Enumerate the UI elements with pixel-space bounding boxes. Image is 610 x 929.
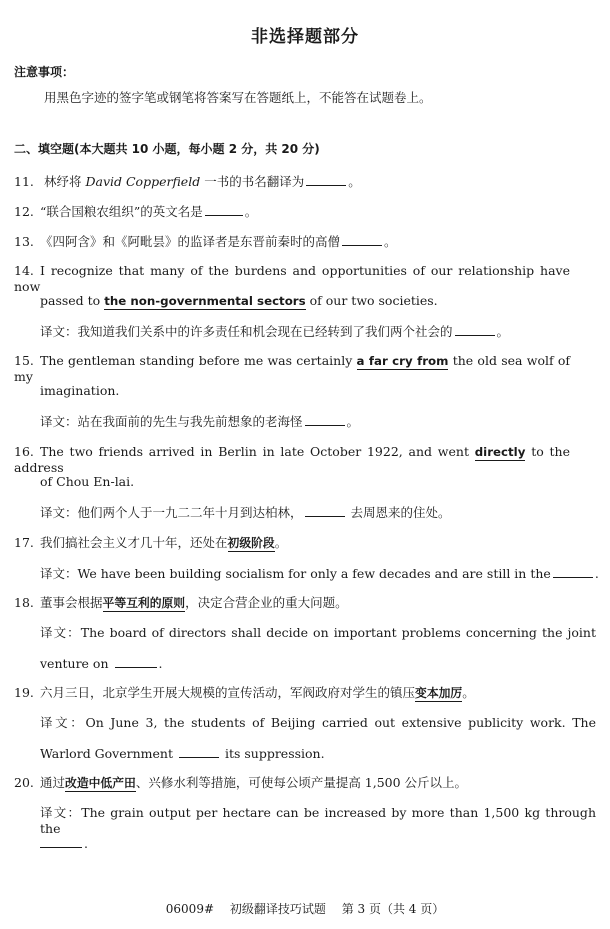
page-number: 第 3 页（共 4 页） bbox=[341, 902, 445, 916]
question-number: 14. bbox=[14, 263, 34, 278]
question-20 bbox=[14, 775, 467, 791]
answer-blank[interactable] bbox=[305, 504, 345, 517]
question-14-translation bbox=[40, 323, 509, 340]
underlined-phrase: a far cry from bbox=[356, 354, 449, 368]
question-text: passed to bbox=[40, 293, 101, 308]
underlined-phrase: directly bbox=[474, 445, 526, 459]
translation-text: 译文：站在我面前的先生与我先前想象的老海怪 bbox=[40, 414, 303, 429]
underlined-phrase: 改造中低产田 bbox=[65, 776, 136, 790]
question-text: 一书的书名翻译为 bbox=[204, 174, 305, 189]
answer-blank[interactable] bbox=[342, 233, 382, 246]
punct: 。 bbox=[244, 204, 258, 219]
translation-text: 译文：We have been building socialism for only a few decades and are still in the bbox=[40, 566, 551, 581]
section-heading: 二、填空题(本大题共 10 小题，每小题 2 分，共 20 分) bbox=[14, 142, 320, 156]
answer-blank[interactable] bbox=[455, 323, 495, 336]
question-14 bbox=[14, 263, 570, 295]
question-number: 11. bbox=[14, 174, 34, 189]
question-16 bbox=[14, 444, 570, 476]
punct: 。 bbox=[462, 685, 475, 700]
punct: 。 bbox=[348, 174, 361, 189]
punct: 。 bbox=[384, 234, 397, 249]
question-number: 17. bbox=[14, 535, 34, 550]
answer-blank[interactable] bbox=[115, 655, 157, 668]
question-15-translation bbox=[40, 413, 359, 430]
page-footer bbox=[0, 900, 610, 917]
question-13 bbox=[14, 233, 397, 250]
question-17 bbox=[14, 535, 287, 551]
question-17-translation bbox=[40, 565, 599, 582]
answer-blank[interactable] bbox=[553, 565, 593, 578]
translation-text: Warlord Government bbox=[40, 746, 173, 761]
underlined-phrase: 平等互利的原则 bbox=[102, 596, 186, 610]
translation-text: 去周恩来的住处。 bbox=[350, 505, 451, 520]
question-number: 15. bbox=[14, 353, 34, 368]
answer-blank[interactable] bbox=[40, 835, 82, 848]
question-text: 、兴修水利等措施，可使每公顷产量提高 1,500 公斤以上。 bbox=[135, 775, 468, 790]
question-19-translation-line2 bbox=[40, 745, 325, 762]
exam-name: 初级翻译技巧试题 bbox=[229, 902, 326, 916]
translation-text: 译文：我知道我们关系中的许多责任和机会现在已经转到了我们两个社会的 bbox=[40, 324, 453, 339]
question-19-translation: 译文：On June 3, the students of Beijing carried out extensive publicity work. The bbox=[40, 715, 596, 730]
question-number: 16. bbox=[14, 444, 34, 459]
question-text: ，决定合营企业的重大问题。 bbox=[185, 595, 348, 610]
underlined-phrase: the non-governmental sectors bbox=[104, 294, 306, 308]
translation-text: 译文：他们两个人于一九二二年十月到达柏林， bbox=[40, 505, 303, 520]
question-text: The gentleman standing before me was certainly bbox=[40, 353, 353, 368]
punct: 。 bbox=[274, 535, 288, 550]
question-number: 18. bbox=[14, 595, 34, 610]
question-16-line2: of Chou En-lai. bbox=[40, 474, 135, 489]
page-title: 非选择题部分 bbox=[251, 27, 359, 47]
question-number: 12. bbox=[14, 204, 34, 219]
question-text: The two friends arrived in Berlin in late October 1922, and went bbox=[40, 444, 469, 459]
question-text: 我们搞社会主义才几十年，还处在 bbox=[40, 535, 228, 550]
question-16-translation bbox=[40, 504, 451, 521]
question-text: 董事会根据 bbox=[40, 595, 103, 610]
question-text: of our two societies. bbox=[309, 293, 438, 308]
punct: . bbox=[158, 656, 163, 671]
question-text: “联合国粮农组织”的英文名是 bbox=[40, 204, 203, 219]
underlined-phrase: 变本加厉 bbox=[415, 686, 463, 700]
question-number: 13. bbox=[14, 234, 34, 249]
question-18-translation-line2 bbox=[40, 655, 162, 672]
translation-text: its suppression. bbox=[224, 746, 325, 761]
question-20-translation-line2 bbox=[40, 835, 88, 852]
punct: 。 bbox=[496, 324, 510, 339]
answer-blank[interactable] bbox=[306, 173, 346, 186]
underlined-phrase: 初级阶段 bbox=[227, 536, 275, 550]
question-18-translation: 译文：The board of directors shall decide on important problems concerning the joint bbox=[40, 625, 596, 640]
question-12 bbox=[14, 203, 257, 220]
notice-text: 用黑色字迹的签字笔或钢笔将答案写在答题纸上，不能答在试题卷上。 bbox=[44, 90, 432, 105]
answer-blank[interactable] bbox=[179, 745, 219, 758]
translation-text: venture on bbox=[40, 656, 109, 671]
question-number: 19. bbox=[14, 685, 34, 700]
question-text: 六月三日，北京学生开展大规模的宣传活动，军阀政府对学生的镇压 bbox=[40, 685, 416, 700]
question-11 bbox=[14, 173, 361, 190]
question-text: 林纾将 bbox=[43, 174, 82, 189]
answer-blank[interactable] bbox=[205, 203, 243, 216]
question-text: the old sea wolf of my bbox=[14, 353, 571, 384]
question-text: 通过 bbox=[40, 775, 66, 790]
punct: . bbox=[594, 566, 599, 581]
notice-heading: 注意事项： bbox=[14, 65, 75, 79]
question-text: to the address bbox=[14, 444, 570, 475]
question-20-translation: 译文：The grain output per hectare can be increased by more than 1,500 kg through the bbox=[40, 805, 596, 836]
punct: 。 bbox=[346, 414, 360, 429]
question-19 bbox=[14, 685, 475, 701]
answer-blank[interactable] bbox=[305, 413, 345, 426]
question-15-line2: imagination. bbox=[40, 383, 120, 398]
question-number: 20. bbox=[14, 775, 34, 790]
question-15 bbox=[14, 353, 570, 385]
exam-code: 06009# bbox=[165, 902, 215, 916]
question-text: I recognize that many of the burdens and opportunities of our relationship have now bbox=[14, 263, 570, 294]
question-text: 《四阿含》和《阿毗昙》的监译者是东晋前秦时的高僧 bbox=[40, 234, 341, 249]
question-18 bbox=[14, 595, 348, 611]
question-14-line2 bbox=[40, 293, 438, 309]
punct: . bbox=[84, 836, 88, 851]
book-title: David Copperfield bbox=[85, 174, 201, 189]
